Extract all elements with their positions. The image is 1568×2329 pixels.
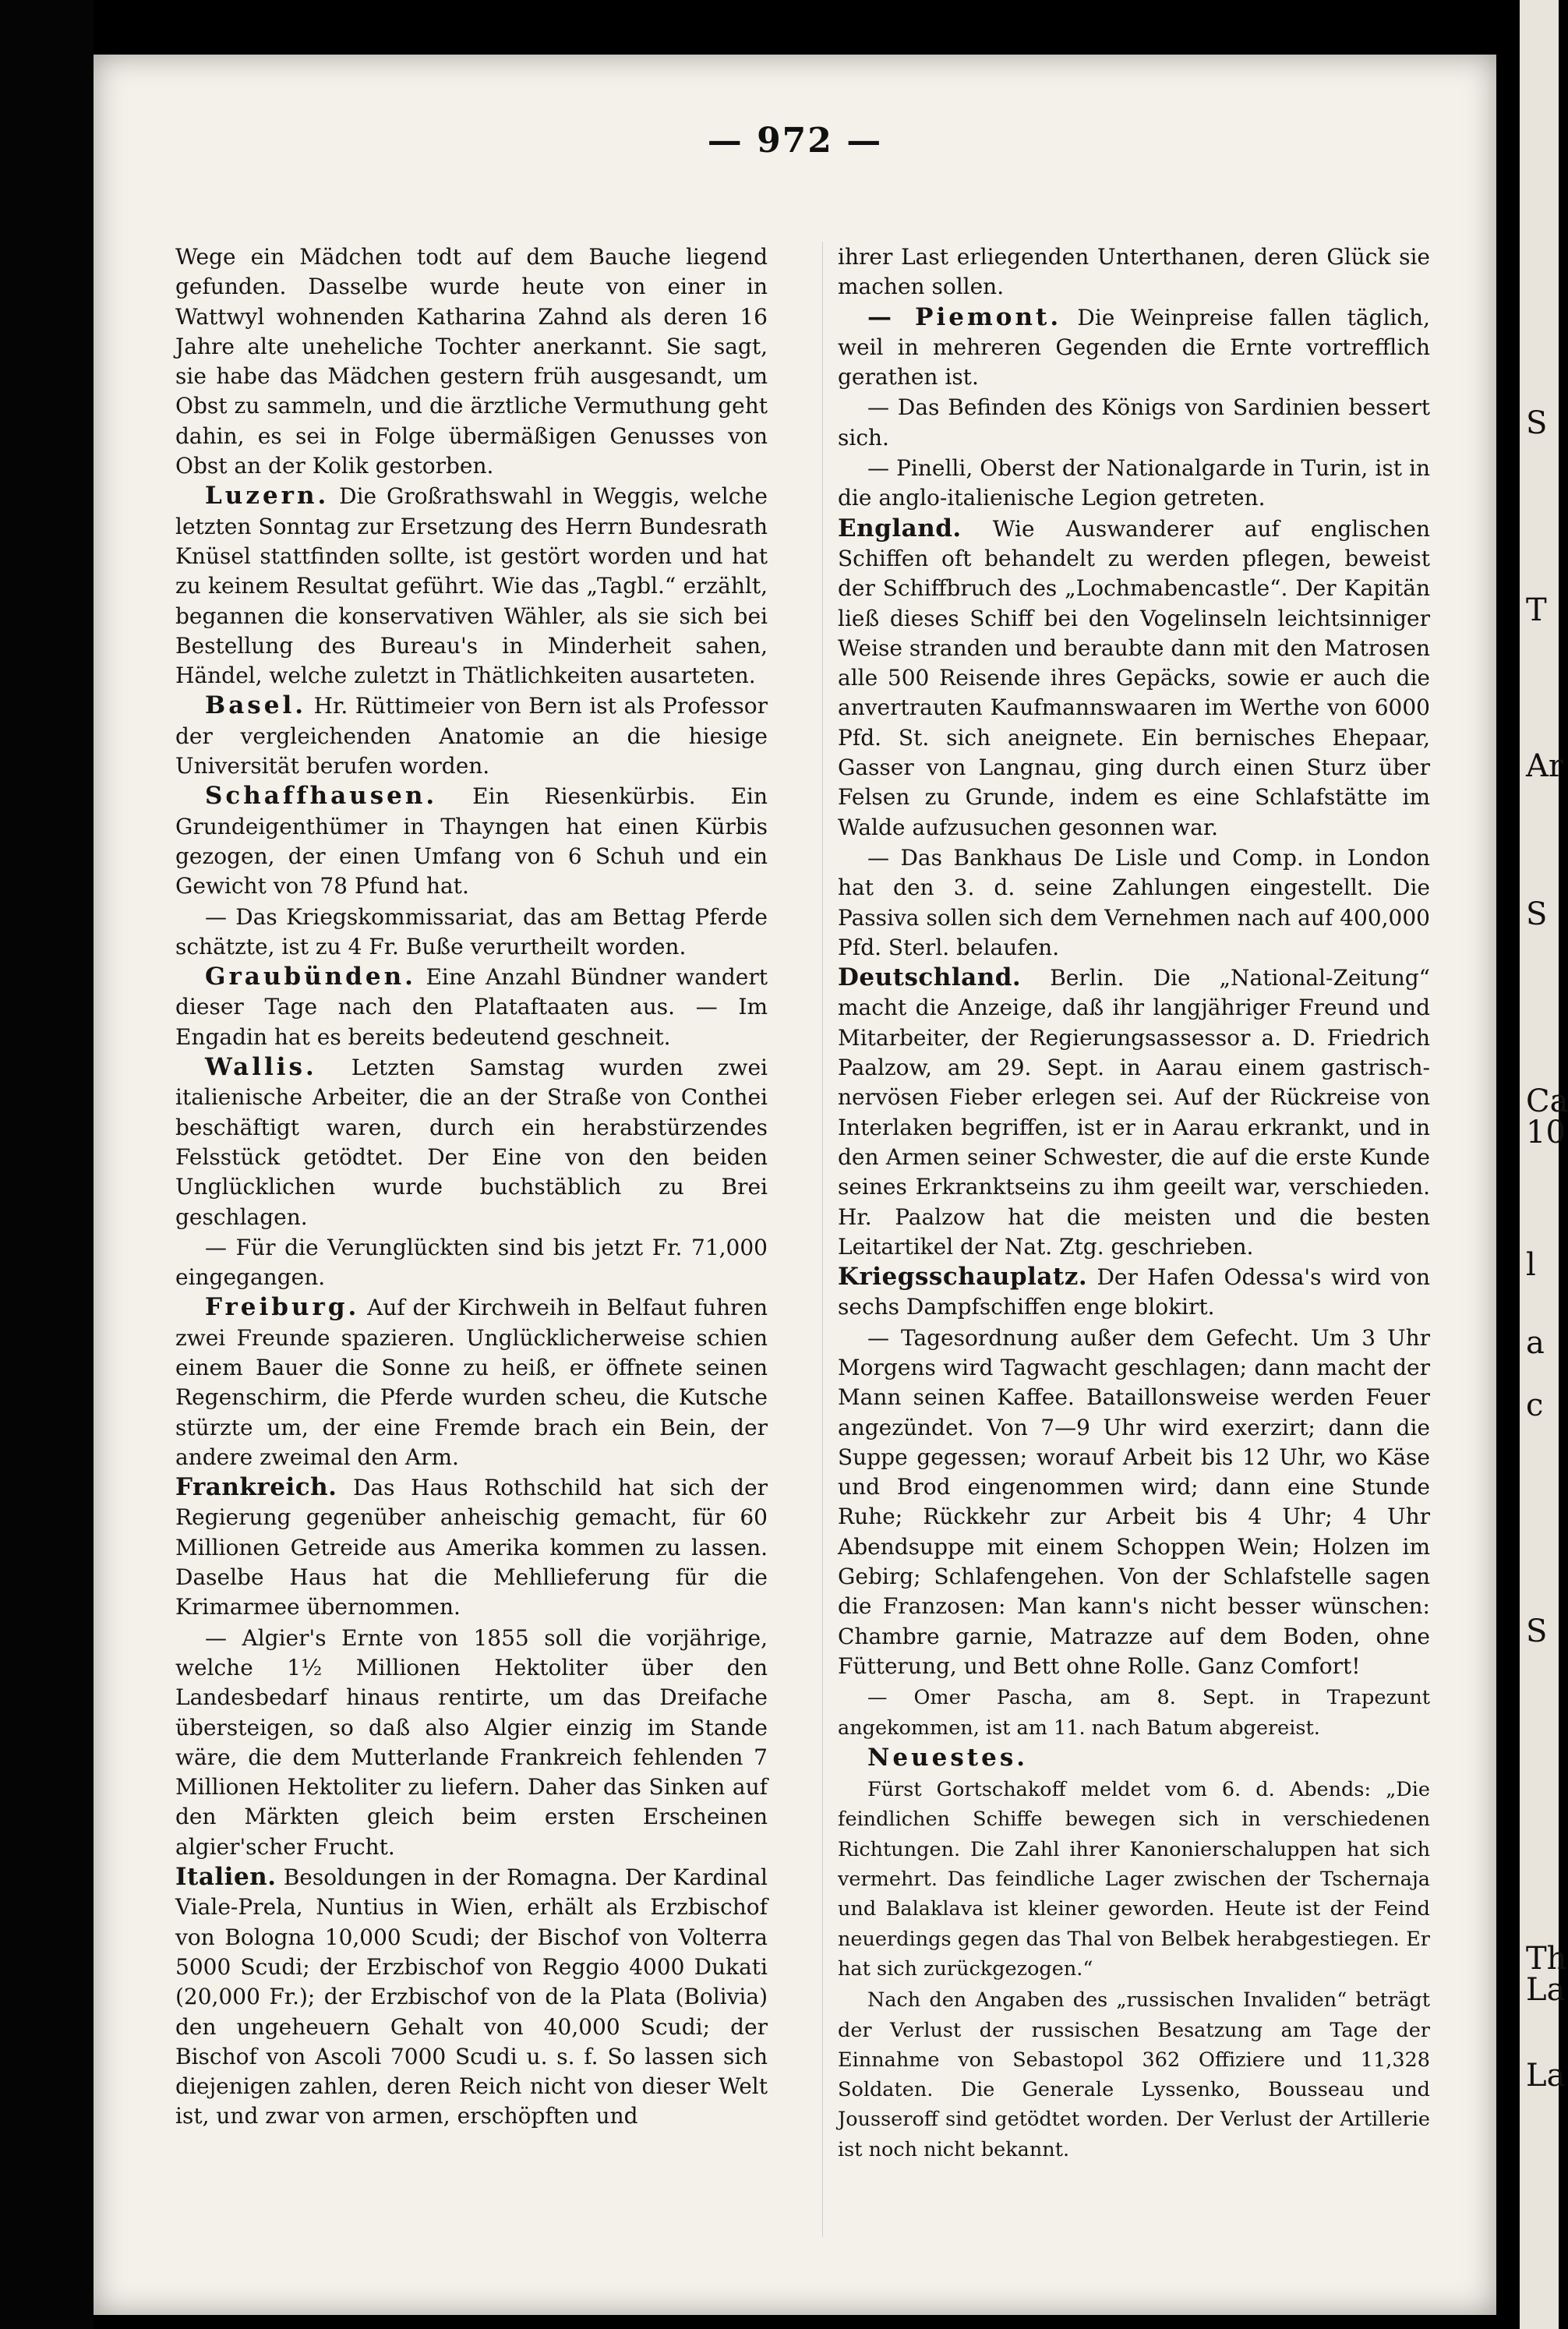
- section-heading-neuestes: Neuestes.: [867, 1743, 1029, 1772]
- article-piemont: — Piemont. Die Weinpreise fallen täglich, weil in mehreren Gegenden die Ernte vortrefflich gerathen ist.: [838, 302, 1430, 391]
- right-column: [838, 242, 1430, 2268]
- neighbor-fragment: S: [1526, 1613, 1548, 1649]
- article-paragraph: — Tagesordnung außer dem Gefecht. Um 3 Uhr Morgens wird Tagwacht geschlagen; dann macht der Mann seinen Kaffee. Bataillonsweise werden Feuer angezündet. Von 7—9 Uhr wird exerzirt; dann die Suppe gegessen; worauf Arbeit bis 12 Uhr, wo Käse und Brod eingenommen wird; dann eine Stunde Ruhe; Rückkehr zur Arbeit bis 4 Uhr; 4 Uhr Abendsuppe mit einem Schoppen Wein; Holzen im Gebirg; Schlafengehen. Von der Schlafstelle sagen die Franzosen: Man kann's nicht besser wünschen: Chambre garnie, Matrazze auf dem Boden, ohne Fütterung, und Bett ohne Rolle. Ganz Comfort!: [838, 1324, 1430, 1679]
- neighbor-fragment: La: [1526, 2058, 1566, 2094]
- article-frankreich: Frankreich. Das Haus Rothschild hat sich der Regierung gegenüber anheischig gemacht, für 60 Millionen Getreide aus Amerika kommen zu lassen. Daselbe Haus hat die Mehllieferung für die Krimarmee übernommen.: [175, 1473, 768, 1620]
- neighbor-page-edge: [1520, 0, 1568, 2329]
- article-paragraph: — Omer Pascha, am 8. Sept. in Trapezunt angekommen, ist am 11. nach Batum abgereist.: [838, 1686, 1430, 1740]
- article-kriegsschauplatz: Kriegsschauplatz. Der Hafen Odessa's wird von sechs Dampfschiffen enge blokirt.: [838, 1263, 1430, 1320]
- article-paragraph: Nach den Angaben des „russischen Invaliden“ beträgt der Verlust der russischen Besatzung am Tage der Einnahme von Sebastopol 362 Offiziere und 11,328 Soldaten. Die Generale Lyssenko, Bousseau und Jousseroff sind getödtet worden. Der Verlust der Artillerie ist noch nicht bekannt.: [838, 1988, 1430, 2161]
- article-wallis: Wallis. Letzten Samstag wurden zwei italienische Arbeiter, die an der Straße von Conthei beschäftigt waren, durch ein herabstürzendes Felsstück getödtet. Der Eine von den beiden Unglücklichen wurde buchstäblich zu Brei geschlagen.: [175, 1053, 768, 1230]
- article-deutschland: Deutschland. Berlin. Die „National-Zeitung“ macht die Anzeige, daß ihr langjähriger Freund und Mitarbeiter, der Regierungsassessor a. D. Friedrich Paalzow, am 29. Sept. in Aarau einem gastrisch-nervösen Fieber erlegen sei. Auf der Rückreise von Interlaken begriffen, ist er in Aarau erkrankt, und in den Armen seiner Schwester, die auf die erste Kunde seines Erkranktseins zu ihm geeilt war, verschieden. Hr. Paalzow hat die meisten und die besten Leitartikel der Nat. Ztg. geschrieben.: [838, 963, 1430, 1260]
- article-paragraph: — Das Befinden des Königs von Sardinien bessert sich.: [838, 394, 1430, 451]
- neighbor-fragment: S: [1526, 896, 1548, 932]
- article-paragraph: — Das Bankhaus De Lisle und Comp. in London hat den 3. d. seine Zahlungen eingestellt. Die Passiva sollen sich dem Vernehmen nach auf 400,000 Pfd. Sterl. belaufen.: [838, 844, 1430, 960]
- scan-border: [0, 0, 94, 2329]
- article-luzern: Luzern. Die Großrathswahl in Weggis, welche letzten Sonntag zur Ersetzung des Herrn Bundesrath Knüsel stattfinden sollte, ist gestört worden und hat zu keinem Resultat geführt. Wie das „Tagbl.“ erzählt, begannen die konservativen Wähler, als sie sich bei Bestellung des Bureau's in Minderheit sahen, Händel, welche zuletzt in Thätlichkeiten ausarteten.: [175, 482, 768, 689]
- neighbor-fragment: l: [1526, 1247, 1536, 1283]
- left-column: [175, 242, 768, 2268]
- neighbor-fragment: a: [1526, 1325, 1545, 1361]
- newspaper-page: [94, 55, 1496, 2315]
- article-paragraph: — Für die Verunglückten sind bis jetzt Fr. 71,000 eingegangen.: [175, 1234, 768, 1291]
- neighbor-fragment: Th: [1526, 1941, 1567, 1977]
- neighbor-fragment: T: [1526, 592, 1547, 628]
- article-italien: Italien. Besoldungen in der Romagna. Der Kardinal Viale-Prela, Nuntius in Wien, erhält als Erzbischof von Bologna 10,000 Scudi; der Bischof von Volterra 5000 Scudi; der Erzbischof von Reggio 4000 Dukati (20,000 Fr.); der Erzbischof von de la Plata (Bolivia) den ungeheuern Gehalt von 40,000 Scudi; der Bischof von Ascoli 7000 Scudi u. s. f. So lassen sich diejenigen zahlen, deren Reich nicht von dieser Welt ist, und zwar von armen, erschöpften und: [175, 1863, 768, 2129]
- neighbor-fragment: S: [1526, 405, 1548, 441]
- neighbor-fragment: 10: [1526, 1115, 1566, 1150]
- article-paragraph: — Algier's Ernte von 1855 soll die vorjährige, welche 1½ Millionen Hektoliter über den Landesbedarf hinaus rentirte, um das Dreifache übersteigen, so daß also Algier einzig im Stande wäre, die dem Mutterlande Frankreich fehlenden 7 Millionen Hektoliter zu liefern. Daher das Sinken auf den Märkten gleich beim ersten Erscheinen algier'scher Frucht.: [175, 1624, 768, 1860]
- article-paragraph: — Pinelli, Oberst der Nationalgarde in Turin, ist in die anglo-italienische Legion getreten.: [838, 455, 1430, 511]
- neighbor-fragment: Ar: [1526, 748, 1564, 784]
- article-schaffhausen: Schaffhausen. Ein Riesenkürbis. Ein Grundeigenthümer in Thayngen hat einen Kürbis gezogen, der einen Umfang von 6 Schuh und ein Gewicht von 78 Pfund hat.: [175, 782, 768, 899]
- neighbor-fragment: La: [1526, 1972, 1566, 2008]
- article-graubuenden: Graubünden. Eine Anzahl Bündner wandert dieser Tage nach den Plataftaaten aus. — Im Engadin hat es bereits bedeutend geschneit.: [175, 963, 768, 1050]
- article-paragraph: Wege ein Mädchen todt auf dem Bauche liegend gefunden. Dasselbe wurde heute von einer in Wattwyl wohnenden Katharina Zahnd als deren 16 Jahre alte uneheliche Tochter anerkannt. Sie sagt, sie habe das Mädchen gestern früh ausgesandt, um Obst zu sammeln, und die ärztliche Vermuthung geht dahin, es sei in Folge übermäßigen Genusses von Obst an der Kolik gestorben.: [175, 244, 768, 479]
- column-divider: [822, 242, 823, 2237]
- article-basel: Basel. Hr. Rüttimeier von Bern ist als Professor der vergleichenden Anatomie an die hiesige Universität berufen worden.: [175, 691, 768, 779]
- neighbor-fragment: Ca: [1526, 1083, 1568, 1119]
- neighbor-fragment: c: [1526, 1387, 1544, 1423]
- article-freiburg: Freiburg. Auf der Kirchweih in Belfaut fuhren zwei Freunde spazieren. Unglücklicherweise schien einem Bauer die Sonne zu heiß, er öffnete seinen Regenschirm, die Pferde wurden scheu, die Kutsche stürzte um, der eine Fremde brach ein Bein, der andere zweimal den Arm.: [175, 1293, 768, 1470]
- article-paragraph: — Das Kriegskommissariat, das am Bettag Pferde schätzte, ist zu 4 Fr. Buße verurtheilt worden.: [175, 903, 768, 960]
- article-paragraph: Fürst Gortschakoff meldet vom 6. d. Abends: „Die feindlichen Schiffe bewegen sich in verschiedenen Richtungen. Die Zahl ihrer Kanonierschaluppen hat sich vermehrt. Das feindliche Lager zwischen der Tschernaja und Balaklava ist kleiner geworden. Heute ist der Feind neuerdings gegen das Thal von Belbek herabgestiegen. Er hat sich zurückgezogen.“: [838, 1778, 1430, 1981]
- article-england: England. Wie Auswanderer auf englischen Schiffen oft behandelt zu werden pflegen, beweist der Schiffbruch des „Lochmabencastle“. Der Kapitän ließ dieses Schiff bei den Vogelinseln leichtsinniger Weise stranden und beraubte dann mit den Matrosen alle 500 Reisende ihres Gepäcks, sowie er auch die anvertrauten Kaufmannswaaren im Werthe von 6000 Pfd. St. sich aneignete. Ein bernisches Ehepaar, Gasser von Langnau, ging durch einen Sturz über Felsen zu Grunde, indem es eine Schlafstätte im Walde aufzusuchen gesonnen war.: [838, 514, 1430, 840]
- page-number: — 972 —: [707, 121, 883, 161]
- article-paragraph: ihrer Last erliegenden Unterthanen, deren Glück sie machen sollen.: [838, 244, 1430, 300]
